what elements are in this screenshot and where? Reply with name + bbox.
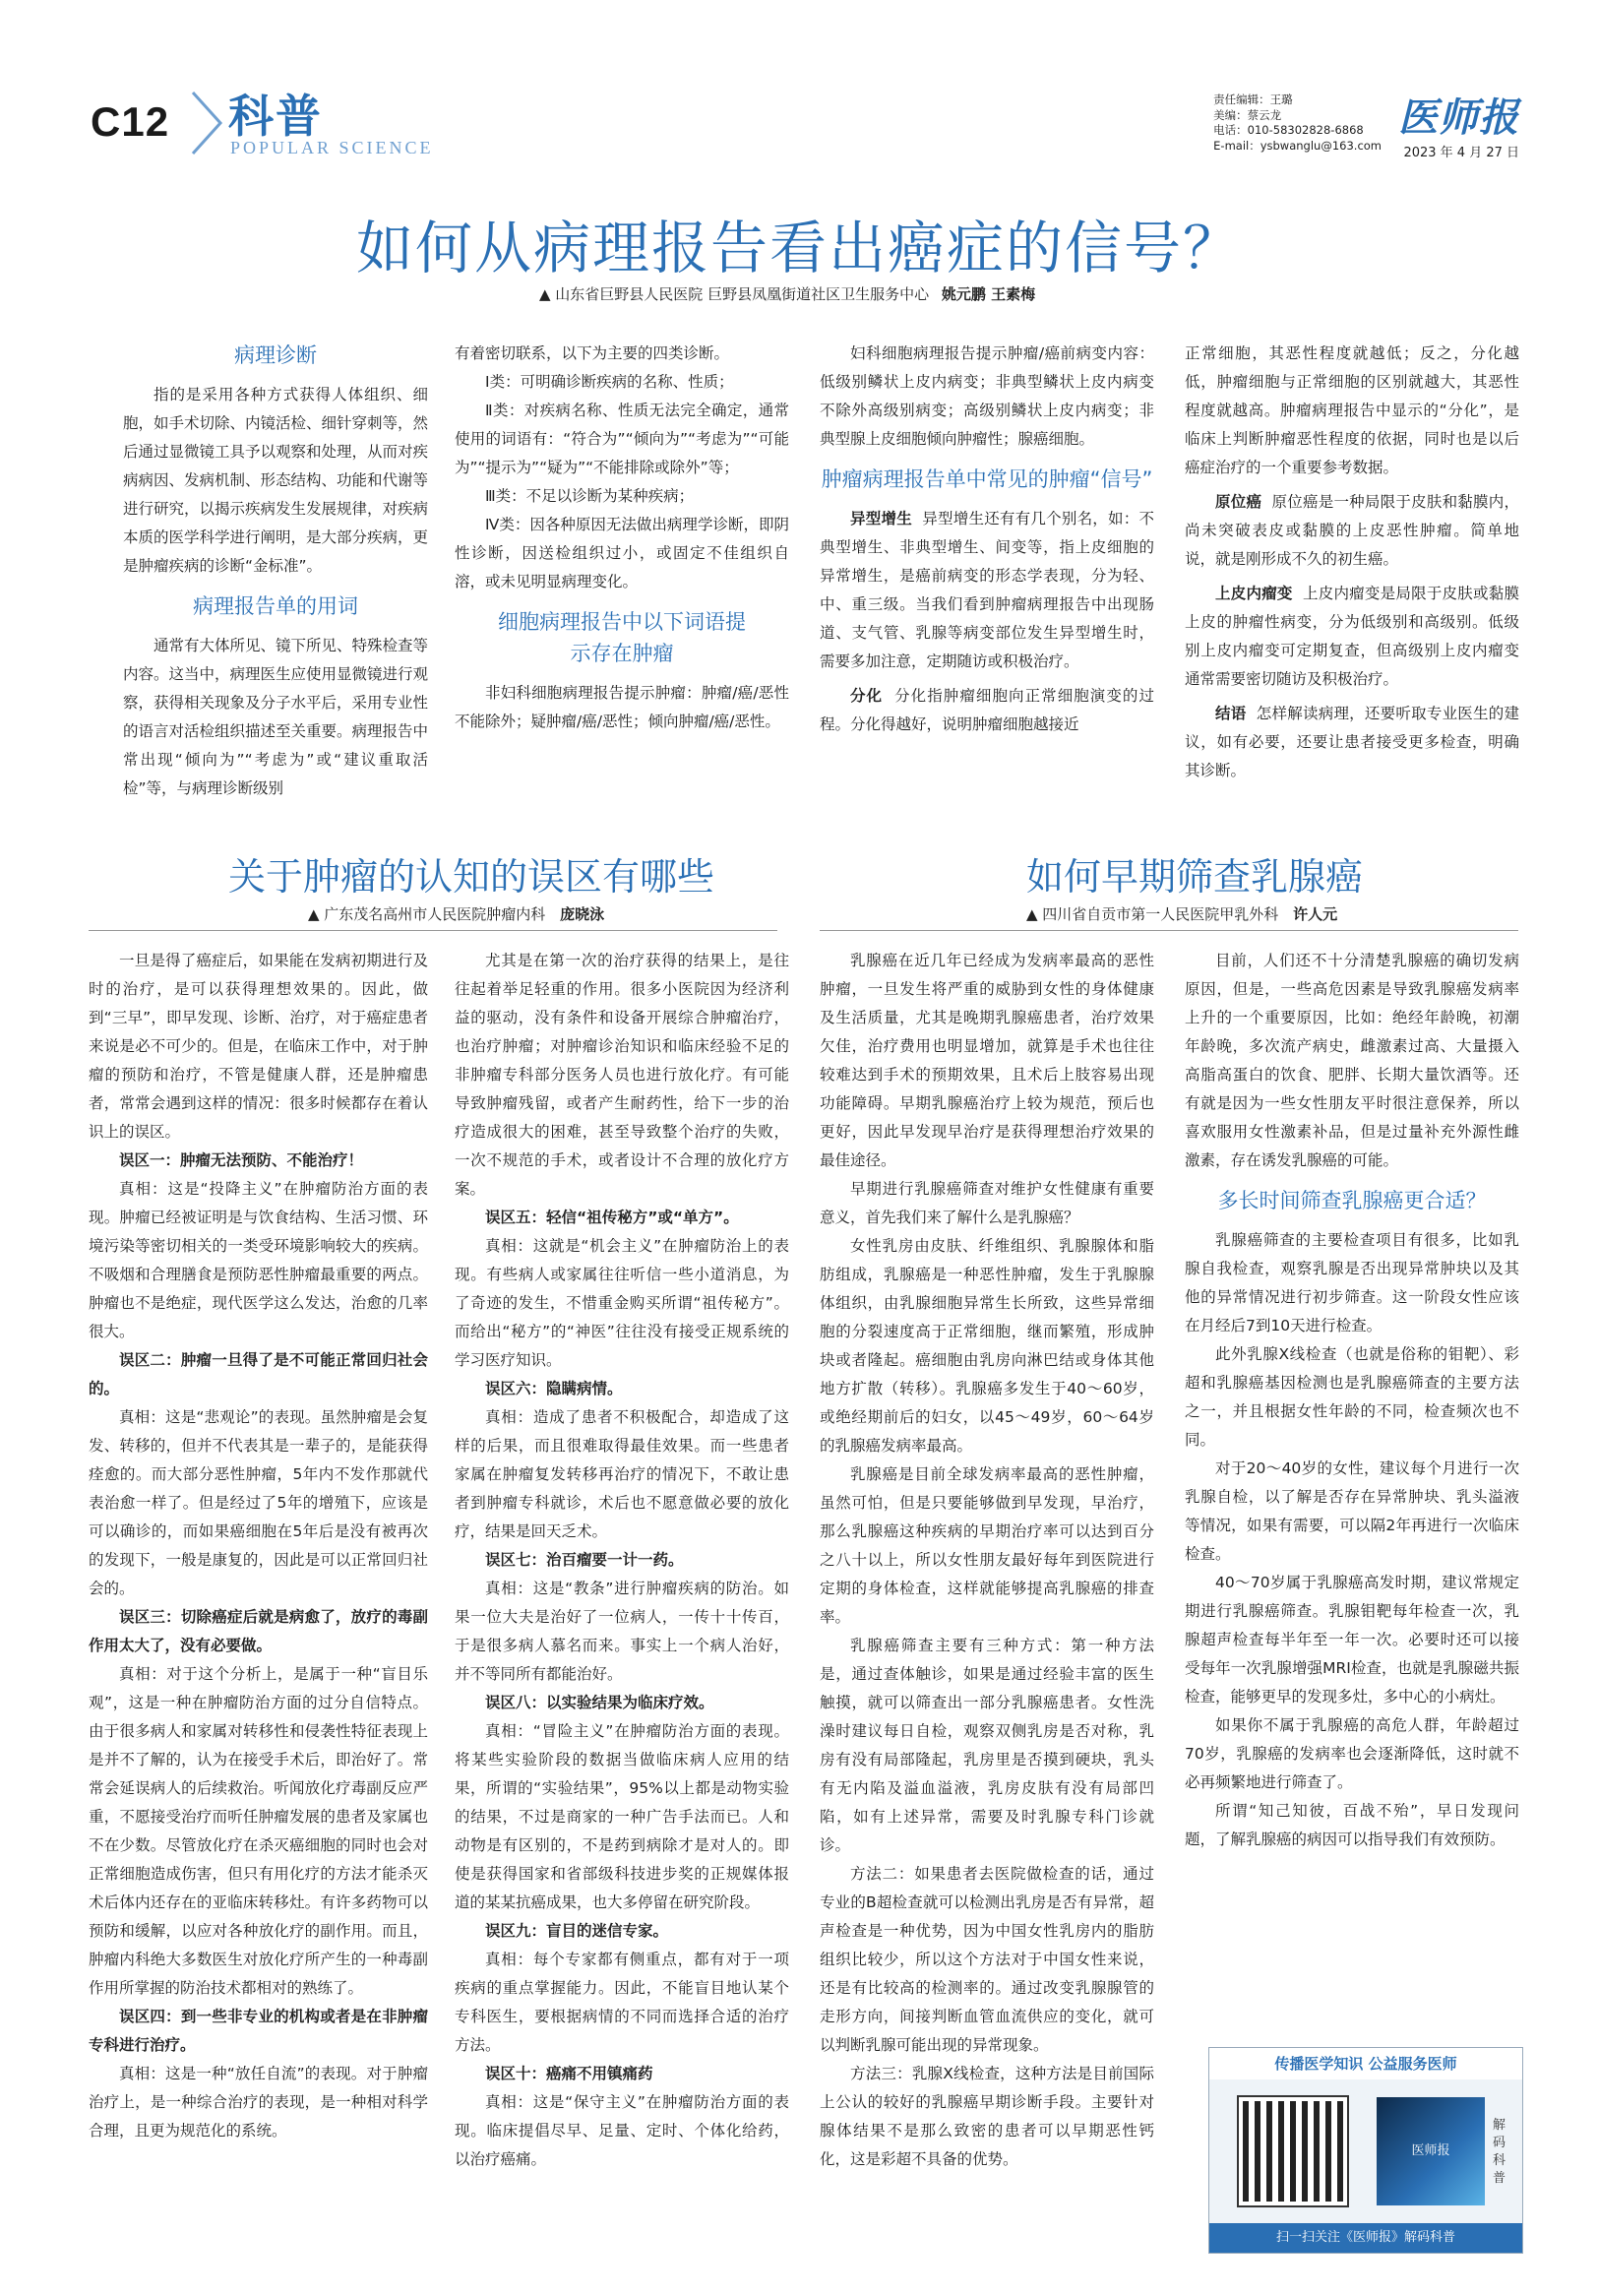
paragraph — [1185, 488, 1519, 574]
article1-byline — [539, 283, 1035, 304]
article1-title: 如何从病理报告看出癌症的信号？ — [355, 215, 1242, 281]
paragraph: 女性乳房由皮肤、纤维组织、乳腺腺体和脂肪组成，乳腺癌是一种恶性肿瘤，发生于乳腺腺体组织，由乳腺细胞异常生长所致，这些异常细胞的分裂速度高于正常细胞，继而繁殖，形成肿块或者隆起。癌细胞由乳房向淋巴结或身体其他地方扩散（转移）。乳腺癌多发生于40～60岁，或绝经期前后的妇女，以45～49岁，60～64岁的乳腺癌发病率最高。 — [820, 1237, 1154, 1455]
qr-promo-box — [1208, 2047, 1523, 2254]
qr-side-label: 解码科普 — [1493, 2118, 1506, 2186]
myth-heading: 误区八：以实验结果为临床疗效。 — [485, 1694, 714, 1711]
subhead: 细胞病理报告中以下词语提示存在肿瘤 — [498, 610, 746, 665]
paragraph-text: 原位癌是一种局限于皮肤和黏膜内，尚未突破表皮或黏膜的上皮恶性肿瘤。简单地说，就是刚形成不久的初生癌。 — [1185, 493, 1519, 568]
paragraph: Ⅱ类：对疾病名称、性质无法完全确定，通常使用的词语有：“符合为”“倾向为”“考虑为”“可能为”“提示为”“疑为”“不能排除或除外”等； — [455, 402, 789, 476]
article3-column-2 — [1185, 947, 1519, 1854]
paragraph — [820, 505, 1154, 676]
article3-byline — [1026, 903, 1337, 924]
paragraph: 乳腺癌是目前全球发病率最高的恶性肿瘤，虽然可怕，但是只要能够做到早发现，早治疗，那么乳腺癌这种疾病的早期治疗率可以达到百分之八十以上，所以女性朋友最好每年到医院进行定期的身体检查，这样就能够提高乳腺癌的排查率。 — [820, 1465, 1154, 1626]
qr-slogan: 传播医学知识 公益服务医师 — [1209, 2048, 1522, 2079]
subhead: 病理诊断 — [234, 343, 317, 367]
paragraph: 40～70岁属于乳腺癌高发时期，建议常规定期进行乳腺癌筛查。乳腺钼靶每年检查一次，乳腺超声检查每半年至一年一次。必要时还可以接受每年一次乳腺增强MRI检查，也就是乳腺磁共振检查，能够更早的发现多灶，多中心的小病灶。 — [1185, 1574, 1519, 1706]
paragraph-text: 怎样解读病理，还要听取专业医生的建议，如有必要，还要让患者接受更多检查，明确其诊断。 — [1185, 705, 1519, 779]
paragraph: 非妇科细胞病理报告提示肿瘤：肿瘤/癌/恶性不能除外；疑肿瘤/癌/恶性；倾向肿瘤/癌/恶性。 — [455, 684, 789, 730]
paragraph: 正常细胞，其恶性程度就越低；反之，分化越低，肿瘤细胞与正常细胞的区别就越大，其恶性程度就越高。肿瘤病理报告中显示的“分化”，是临床上判断肿瘤恶性程度的依据，同时也是以后癌症治疗的一个重要参考数据。 — [1185, 344, 1519, 476]
myth-heading: 误区九：盲目的迷信专家。 — [485, 1922, 669, 1940]
keyword: 异型增生 — [850, 510, 912, 527]
byline-affiliation: ▲ 四川省自贡市第一人民医院甲乳外科 — [1026, 905, 1279, 923]
qr-code-icon[interactable] — [1239, 2097, 1347, 2205]
myth-heading: 误区七：治百瘤要一计一药。 — [485, 1551, 684, 1569]
divider — [820, 930, 1518, 931]
myth-heading: 误区二：肿瘤一旦得了是不可能正常回归社会的。 — [89, 1351, 428, 1397]
paragraph — [820, 682, 1154, 739]
newspaper-logo: 医师报 — [1398, 95, 1519, 141]
paragraph: 真相：这是“保守主义”在肿瘤防治方面的表现。临床提倡尽早、足量、定时、个体化给药，以治疗癌痛。 — [455, 2093, 789, 2168]
paragraph: 目前，人们还不十分清楚乳腺癌的确切发病原因，但是，一些高危因素是导致乳腺癌发病率上升的一个重要原因，比如：绝经年龄晚，初潮年龄晚，多次流产病史，雌激素过高、大量摄入高脂高蛋白的饮食、肥胖、长期大量饮酒等。还有就是因为一些女性朋友平时很注意保养，所以喜欢服用女性激素补品，但是过量补充外源性雌激素，存在诱发乳腺癌的可能。 — [1185, 952, 1519, 1169]
paragraph: 有着密切联系，以下为主要的四类诊断。 — [455, 344, 730, 362]
paragraph: 早期进行乳腺癌筛查对维护女性健康有重要意义，首先我们来了解什么是乳腺癌？ — [820, 1180, 1154, 1226]
paragraph: 真相：这是“悲观论”的表现。虽然肿瘤是会复发、转移的，但并不代表其是一辈子的，是能获得痊愈的。而大部分恶性肿瘤，5年内不发作那就代表治愈一样了。但是经过了5年的增殖下，应该是可以确诊的，而如果癌细胞在5年后是没有被再次的发现下，一般是康复的，因此是可以正常回归社会的。 — [89, 1408, 428, 1597]
paragraph: 真相：这就是“机会主义”在肿瘤防治上的表现。有些病人或家属往往听信一些小道消息，为了奇迹的发生，不惜重金购买所谓“祖传秘方”。而给出“秘方”的“神医”往往没有接受正规系统的学习医疗知识。 — [455, 1237, 789, 1369]
article2-column-2 — [455, 947, 789, 2174]
qr-caption: 扫一扫关注《医师报》解码科普 — [1209, 2223, 1522, 2253]
chevron-right-icon — [187, 89, 226, 157]
paragraph: 真相：这是“投降主义”在肿瘤防治方面的表现。肿瘤已经被证明是与饮食结构、生活习惯、环境污染等密切相关的一类受环境影响较大的疾病。不吸烟和合理膳食是预防恶性肿瘤最重要的两点。肿瘤也不是绝症，现代医学这么发达，治愈的几率很大。 — [89, 1180, 428, 1340]
article1-column-3 — [820, 340, 1154, 739]
myth-heading: 误区三：切除癌症后就是病愈了，放疗的毒副作用太大了，没有必要做。 — [89, 1608, 428, 1654]
article1-column-2 — [455, 340, 789, 736]
article3-title: 如何早期筛查乳腺癌 — [1026, 855, 1364, 899]
subhead: 病理报告单的用词 — [193, 594, 358, 618]
subhead: 多长时间筛查乳腺癌更合适？ — [1217, 1189, 1487, 1212]
paragraph: 真相：每个专家都有侧重点，都有对于一项疾病的重点掌握能力。因此，不能盲目地认某个专科医生，要根据病情的不同而选择合适的治疗方法。 — [455, 1951, 789, 2054]
paragraph: 真相：“冒险主义”在肿瘤防治方面的表现。将某些实验阶段的数据当做临床病人应用的结果，所谓的“实验结果”，95%以上都是动物实验的结果，不过是商家的一种广告手法而已。人和动物是有区别的，不是药到病除才是对人的。即使是获得国家和省部级科技进步奖的正规媒体报道的某某抗癌成果，也大多停留在研究阶段。 — [455, 1722, 789, 1911]
editor-line: 责任编辑：王璐 — [1213, 93, 1293, 106]
myth-heading: 误区五：轻信“祖传秘方”或“单方”。 — [485, 1209, 739, 1226]
divider — [89, 930, 777, 931]
editor-info — [1213, 93, 1382, 154]
article3-column-1 — [820, 947, 1154, 2174]
article2-byline — [308, 903, 604, 924]
paragraph — [1185, 580, 1519, 694]
paragraph: Ⅲ类：不足以诊断为某种疾病； — [485, 487, 695, 505]
editor-line: E-mail：ysbwanglu@163.com — [1213, 138, 1382, 153]
paragraph: 真相：造成了患者不积极配合，却造成了这样的后果，而且很难取得最佳效果。而一些患者家属在肿瘤复发转移再治疗的情况下，不敢让患者到肿瘤专科就诊，术后也不愿意做必要的放化疗，结果是回天乏术。 — [455, 1408, 789, 1540]
qr-promo-image: 医师报 — [1377, 2097, 1485, 2205]
paragraph: 一旦是得了癌症后，如果能在发病初期进行及时的治疗，是可以获得理想效果的。因此，做到“三早”，即早发现、诊断、治疗，对于癌症患者来说是必不可少的。但是，在临床工作中，对于肿瘤的预防和治疗，不管是健康人群，还是肿瘤患者，常常会遇到这样的情况：很多时候都存在着认识上的误区。 — [89, 952, 428, 1141]
paragraph: 指的是采用各种方式获得人体组织、细胞，如手术切除、内镜活检、细针穿刺等，然后通过显微镜工具予以观察和处理，从而对疾病病因、发病机制、形态结构、功能和代谢等进行研究，以揭示疾病发生发展规律，对疾病本质的医学科学进行阐明，是大部分疾病，更是肿瘤疾病的诊断“金标准”。 — [123, 386, 429, 575]
paragraph: 方法三：乳腺X线检查，这种方法是目前国际上公认的较好的乳腺癌早期诊断手段。主要针对腺体结果不是那么致密的患者可以早期恶性钙化，这是彩超不具备的优势。 — [820, 2065, 1154, 2168]
paragraph: 对于20～40岁的女性，建议每个月进行一次乳腺自检，以了解是否存在异常肿块、乳头溢液等情况，如果有需要，可以隔2年再进行一次临床检查。 — [1185, 1459, 1519, 1563]
article2-title: 关于肿瘤的认知的误区有哪些 — [228, 855, 715, 899]
article1-column-1 — [123, 330, 428, 803]
keyword: 上皮内瘤变 — [1215, 585, 1293, 602]
paragraph-text: 分化指肿瘤细胞向正常细胞演变的过程。分化得越好，说明肿瘤细胞越接近 — [820, 687, 1154, 733]
keyword: 分化 — [850, 687, 884, 705]
paragraph: 所谓“知己知彼，百战不殆”，早日发现问题，了解乳腺癌的病因可以指导我们有效预防。 — [1185, 1802, 1519, 1848]
byline-affiliation: ▲ 山东省巨野县人民医院 巨野县凤凰街道社区卫生服务中心 — [539, 285, 930, 303]
myth-heading: 误区十：癌痛不用镇痛药 — [485, 2065, 653, 2082]
article1-column-4 — [1185, 340, 1519, 785]
article2-column-1 — [89, 947, 428, 2145]
paragraph: 乳腺癌筛查主要有三种方式：第一种方法是，通过查体触诊，如果是通过经验丰富的医生触摸，就可以筛查出一部分乳腺癌患者。女性洗澡时建议每日自检，观察双侧乳房是否对称，乳房有没有局部隆起，乳房里是否摸到硬块，乳头有无内陷及溢血溢液，乳房皮肤有没有局部凹陷，如有上述异常，需要及时乳腺专科门诊就诊。 — [820, 1637, 1154, 1854]
byline-affiliation: ▲ 广东茂名高州市人民医院肿瘤内科 — [308, 905, 546, 923]
myth-heading: 误区四：到一些非专业的机构或者是在非肿瘤专科进行治疗。 — [89, 2008, 428, 2054]
paragraph — [1185, 700, 1519, 785]
paragraph: 真相：对于这个分析上，是属于一种“盲目乐观”，这是一种在肿瘤防治方面的过分自信特点。由于很多病人和家属对转移性和侵袭性特征表现上是并不了解的，认为在接受手术后，即治好了。常常会延误病人的后续救治。听闻放化疗毒副反应严重，不愿接受治疗而听任肿瘤发展的患者及家属也不在少数。尽管放化疗在杀灭癌细胞的同时也会对正常细胞造成伤害，但只有用化疗的方法才能杀灭术后体内还存在的亚临床转移灶。有许多药物可以预防和缓解，以应对各种放化疗的副作用。而且，肿瘤内科绝大多数医生对放化疗所产生的一种毒副作用所掌握的防治技术都相对的熟练了。 — [89, 1665, 428, 1997]
paragraph: 尤其是在第一次的治疗获得的结果上，是往往起着举足轻重的作用。很多小医院因为经济利益的驱动，没有条件和设备开展综合肿瘤治疗，也治疗肿瘤；对肿瘤诊治知识和临床经验不足的非肿瘤专科部分医务人员也进行放化疗。有可能导致肿瘤残留，或者产生耐药性，给下一步的治疗造成很大的困难，甚至导致整个治疗的失败，一次不规范的手术，或者设计不合理的放化疗方案。 — [455, 952, 789, 1198]
editor-line: 电话：010-58302828-6868 — [1213, 123, 1364, 137]
paragraph: 通常有大体所见、镜下所见、特殊检查等内容。这当中，病理医生应使用显微镜进行观察，获得相关现象及分子水平后，采用专业性的语言对活检组织描述至关重要。病理报告中常出现“倾向为”“考虑为”或“建议重取活检”等，与病理诊断级别 — [123, 637, 429, 797]
byline-author: 许人元 — [1293, 905, 1338, 923]
paragraph: 乳腺癌在近几年已经成为发病率最高的恶性肿瘤，一旦发生将严重的威胁到女性的身体健康及生活质量，尤其是晚期乳腺癌患者，治疗效果欠佳，治疗费用也明显增加，就算是手术也往往较难达到手术的预期效果，且术后上肢容易出现功能障碍。早期乳腺癌治疗上较为规范，预后也更好，因此早发现早治疗是获得理想治疗效果的最佳途径。 — [820, 952, 1154, 1169]
section-title: 科普 — [228, 90, 323, 143]
paragraph-text: 异型增生还有有几个别名，如：不典型增生、非典型增生、间变等，指上皮细胞的异常增生，是癌前病变的形态学表现，分为轻、中、重三级。当我们看到肿瘤病理报告中出现肠道、支气管、乳腺等病变部位发生异型增生时，需要多加注意，定期随访或积极治疗。 — [820, 510, 1154, 670]
paragraph: Ⅰ类：可明确诊断疾病的名称、性质； — [485, 373, 734, 391]
editor-line: 美编：蔡云龙 — [1213, 107, 1282, 122]
paragraph: Ⅳ类：因各种原因无法做出病理学诊断，即阴性诊断，因送检组织过小，或固定不佳组织自溶，或未见明显病理变化。 — [455, 516, 789, 590]
paragraph: 乳腺癌筛查的主要检查项目有很多，比如乳腺自我检查，观察乳腺是否出现异常肿块以及其他的异常情况进行初步筛查。这一阶段女性应该在月经后7到10天进行检查。 — [1185, 1231, 1519, 1334]
myth-heading: 误区一：肿瘤无法预防、不能治疗！ — [119, 1151, 364, 1169]
paragraph: 此外乳腺X线检查（也就是俗称的钼靶）、彩超和乳腺癌基因检测也是乳腺癌筛查的主要方法之一，并且根据女性年龄的不同，检查频次也不同。 — [1185, 1345, 1519, 1449]
keyword: 原位癌 — [1215, 493, 1262, 511]
paragraph: 如果你不属于乳腺癌的高危人群，年龄超过70岁，乳腺癌的发病率也会逐渐降低，这时就不必再频繁地进行筛查了。 — [1185, 1716, 1519, 1791]
paragraph: 方法二：如果患者去医院做检查的话，通过专业的B超检查就可以检测出乳房是否有异常，超声检查是一种优势，因为中国女性乳房内的脂肪组织比较少，所以这个方法对于中国女性来说，还是有比较高的检测率的。通过改变乳腺腺管的走形方向，间接判断血管血流供应的变化，就可以判断乳腺可能出现的异常现象。 — [820, 1865, 1154, 2054]
issue-date: 2023 年 4 月 27 日 — [1403, 146, 1519, 160]
paragraph: 真相：这是“教条”进行肿瘤疾病的防治。如果一位大夫是治好了一位病人，一传十十传百，于是很多病人慕名而来。事实上一个病人治好，并不等同所有都能治好。 — [455, 1580, 789, 1683]
paragraph-text: 上皮内瘤变是局限于皮肤或黏膜上皮的肿瘤性病变，分为低级别和高级别。低级别上皮内瘤变可定期复查，但高级别上皮内瘤变通常需要密切随访及积极治疗。 — [1185, 585, 1519, 688]
paragraph: 妇科细胞病理报告提示肿瘤/癌前病变内容：低级别鳞状上皮内病变；非典型鳞状上皮内病变不除外高级别病变；高级别鳞状上皮内病变；非典型腺上皮细胞倾向肿瘤性；腺癌细胞。 — [820, 344, 1154, 448]
byline-author: 姚元鹏 王素梅 — [941, 285, 1036, 303]
subhead: 肿瘤病理报告单中常见的肿瘤“信号” — [821, 467, 1153, 491]
byline-author: 庞晓泳 — [560, 905, 605, 923]
section-subtitle: POPULAR SCIENCE — [230, 138, 434, 157]
keyword: 结语 — [1215, 705, 1247, 722]
page-number: C12 — [91, 98, 170, 145]
paragraph: 真相：这是一种“放任自流”的表现。对于肿瘤治疗上，是一种综合治疗的表现，是一种相对科学合理，且更为规范化的系统。 — [89, 2065, 428, 2140]
myth-heading: 误区六：隐瞒病情。 — [485, 1380, 623, 1397]
page-header — [0, 0, 1598, 160]
